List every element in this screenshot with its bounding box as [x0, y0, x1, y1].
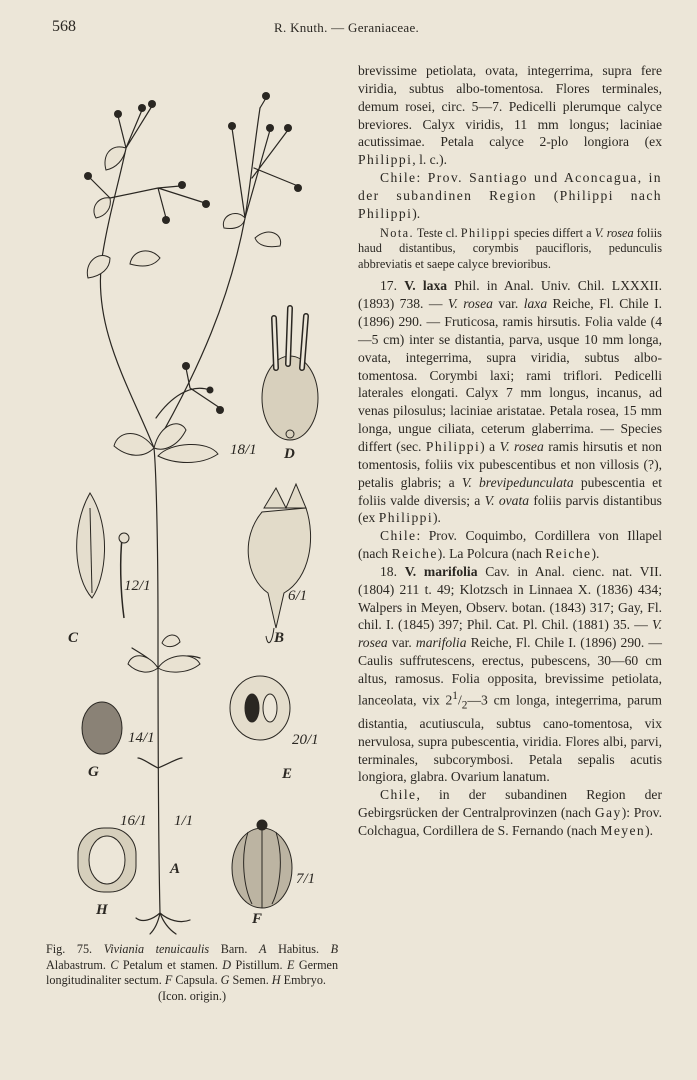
paragraph-chile-3: [358, 786, 662, 840]
label-C: C: [68, 630, 79, 646]
caption-text-a: Habitus.: [278, 942, 320, 956]
figure-caption: [46, 942, 338, 1004]
caption-text-g: Semen.: [232, 973, 269, 988]
chile3-author-a: Gay: [594, 805, 622, 821]
entry18-fraction-den: 2: [461, 699, 468, 712]
scale-C: 12/1: [124, 578, 151, 594]
chile2-end: ).: [591, 546, 600, 562]
figure-F-capsula: [232, 820, 292, 908]
caption-text-b: Alabastrum.: [46, 957, 106, 972]
chile2-text-b: ). La Polcura (nach: [437, 546, 542, 562]
figure-E-germen: [230, 676, 290, 740]
entry18-fraction-num: 1: [452, 689, 458, 702]
entry17-text-e: ramis hirsutis et non tomentosis, foliis vix pubescentibus et non villosis (?), petalis glabris; a: [358, 438, 662, 490]
entry17-name: V. laxa: [404, 278, 448, 294]
scale-E: 20/1: [292, 732, 319, 748]
nota-text-a: Teste cl.: [416, 225, 458, 240]
caption-letter-f: F: [164, 973, 173, 988]
chile3-text-a: , in der subandinen Region der Gebirgsrücken der Centralprovinzen (nach: [358, 787, 662, 821]
entry17-author-a: Philippi: [425, 438, 481, 454]
paragraph-chile-1: [358, 169, 662, 223]
chile1-label: Chile: [380, 170, 417, 186]
paragraph-chile-2: [358, 527, 662, 563]
caption-letter-c: C: [110, 957, 119, 972]
scale-B: 6/1: [288, 588, 308, 604]
chile3-author-b: Meyen: [600, 822, 646, 838]
paragraph-nota: [358, 226, 662, 273]
figure-H-embryo: [78, 828, 136, 892]
paragraph-continued: [358, 62, 662, 169]
habitus-leaves: [87, 147, 280, 672]
entry17-species-a: V. rosea: [447, 296, 493, 312]
page-header: [52, 18, 664, 40]
entry18-text-a: Cav. in Anal. cienc. nat. VII. (1804) 211 t. 49; Klotzsch in Linnaea X. (1836) 434; Walpers in Meyen, Observ. botan. (1843) 317; Gay, Fl. chil. I. (1845) 397; Phil. Cat. Pl. Chil. (1881) 35. —: [358, 563, 662, 633]
caption-origin: (Icon. origin.): [157, 988, 227, 1003]
caption-letter-g: G: [220, 973, 230, 988]
entry17-species-d: V. ovata: [484, 492, 530, 508]
caption-text-f: Capsula.: [175, 973, 218, 988]
scale-D: 18/1: [230, 442, 257, 458]
chile1-text: : Prov. Santiago und Aconcagua, in der subandinen Region (: [358, 170, 662, 203]
scale-H: 16/1: [120, 813, 147, 829]
caption-letter-b: B: [330, 942, 339, 956]
entry18-text-d: —3 cm longa, integerrima, parum distantia, acutiuscula, subtus cano-tomentosa, vix nervulosa, supra pubescentia, viridia. Flores albi, parvi, terminales, subcorymbosi. Petala sepalis acutis longiora, glabra. Ovarium lanatum.: [358, 692, 662, 785]
nota-text-b: species differt a: [513, 225, 592, 240]
figure-B-alabastrum: [248, 484, 310, 643]
entry17-text-a: Phil. in Anal. Univ. Chil. LXXXII. (1893) 738. —: [358, 278, 662, 312]
chile3-end: ).: [645, 822, 654, 838]
chile2-author-a: Reiche: [391, 546, 438, 562]
nota-species: V. rosea: [594, 225, 634, 240]
p1-author: Philippi: [358, 152, 413, 168]
habitus-flowers: [84, 92, 302, 414]
figure-C-petalum: [77, 493, 129, 618]
label-G: G: [88, 764, 99, 780]
caption-text-h: Embryo.: [283, 973, 326, 988]
entry17-text-f: pubescentia et foliis valde diversis; a: [358, 474, 662, 508]
figure-G-semen: [82, 702, 122, 754]
label-A: A: [170, 861, 181, 877]
caption-letter-a: A: [259, 942, 267, 956]
entry17-text-d: ) a: [480, 438, 496, 454]
nota-author: Philippi: [460, 225, 511, 240]
entry-17: [358, 277, 662, 527]
entry17-species-c: V. brevipedunculata: [461, 474, 574, 490]
entry17-author-b: Philippi: [378, 510, 434, 526]
entry17-species-b: V. rosea: [499, 438, 544, 454]
chile2-label: Chile: [380, 528, 417, 544]
figure-D-pistillum: [262, 308, 318, 440]
entry17-number: 17.: [380, 278, 397, 294]
caption-text-c: Petalum et stamen.: [122, 957, 218, 972]
caption-letter-h: H: [271, 973, 281, 988]
text-column: [358, 62, 662, 840]
chile1-end: ).: [412, 205, 421, 221]
p1-end: , l. c.).: [412, 152, 447, 168]
label-H: H: [96, 902, 108, 918]
caption-fig-number: Fig. 75.: [46, 942, 93, 956]
label-B: B: [274, 630, 285, 646]
entry18-number: 18.: [380, 563, 397, 579]
entry17-text-h: ).: [433, 510, 441, 526]
label-E: E: [282, 766, 293, 782]
running-head: R. Knuth. — Geraniaceae.: [274, 20, 420, 35]
figure-plate: [40, 68, 340, 938]
chile3-text-b: ): Prov. Colchagua, Cordillera de S. Fernando (nach: [358, 805, 662, 838]
chile2-text-a: : Prov. Coquimbo, Cordillera von Illapel (nach: [358, 528, 662, 562]
label-F: F: [252, 911, 263, 927]
scale-A: 1/1: [174, 813, 194, 829]
caption-letter-e: E: [286, 957, 295, 972]
caption-letter-d: D: [222, 957, 232, 972]
entry18-text-b: var.: [391, 635, 412, 651]
chile1-author: Philippi nach Philippi: [358, 187, 662, 221]
viviania-illustration: [40, 68, 340, 938]
entry18-name: V. marifolia: [404, 563, 478, 579]
nota-label: Nota.: [380, 225, 414, 240]
entry17-variety: laxa: [523, 296, 548, 312]
chile3-label: Chile: [380, 787, 417, 803]
entry18-fraction-slash: /: [457, 692, 462, 708]
scale-G: 14/1: [128, 730, 155, 746]
entry-18: [358, 563, 662, 786]
entry17-text-g: foliis parvis distantibus (ex: [358, 492, 662, 526]
caption-text-d: Pistillum.: [235, 957, 283, 972]
entry17-text-c: Reiche, Fl. Chile I. (1896) 290. — Fruticosa, ramis hirsutis. Folia valde (4—5 cm) inter se distantia, parva, usque 10 mm longa, ovata, integerrima, supra viridia, subtus albo-tomentosa. Corymbi laxi; rami triflori. Pedicelli laterales elongati. Calyx 7 mm longus, incanus, ad venas pilosulus; laciniae aristatae. Petala rosea, 15 mm longa, ungue ciliata, ceterum glaberrima. — Species differt (sec.: [358, 296, 662, 454]
page-number: 568: [52, 18, 76, 35]
chile2-author-b: Reiche: [545, 546, 592, 562]
caption-text-e: Germen longitudinaliter sectum.: [46, 957, 339, 988]
nota-text-c: foliis haud distantibus, corymbis paucifloris, pedunculis abbreviatis et saepe calyce brevioribus.: [358, 225, 662, 271]
label-D: D: [284, 446, 295, 462]
entry18-text-c: Reiche, Fl. Chile I. (1896) 290. — Caulis suffrutescens, erectus, pubescens, 30—60 cm altus, ramosus. Folia opposita, brevissime petiolata, lanceolata, vix 2: [358, 635, 662, 708]
caption-author: Barn.: [220, 942, 248, 956]
caption-species: Viviania tenuicaulis: [103, 942, 210, 956]
p1-text: brevissime petiolata, ovata, integerrima, supra fere viridia, subtus albo-tomentosa. Flores terminales, demum rosei, circ. 5—7. Pedicelli plerumque calyce breviores. Calyx viridis, 11 mm longus; laciniae acutissimae. Petala calyce 2-plo longiora (ex: [358, 63, 662, 150]
entry18-species: V. rosea: [358, 617, 662, 651]
entry17-text-b: var.: [498, 296, 519, 312]
entry18-variety: marifolia: [415, 635, 467, 651]
scale-F: 7/1: [296, 871, 316, 887]
